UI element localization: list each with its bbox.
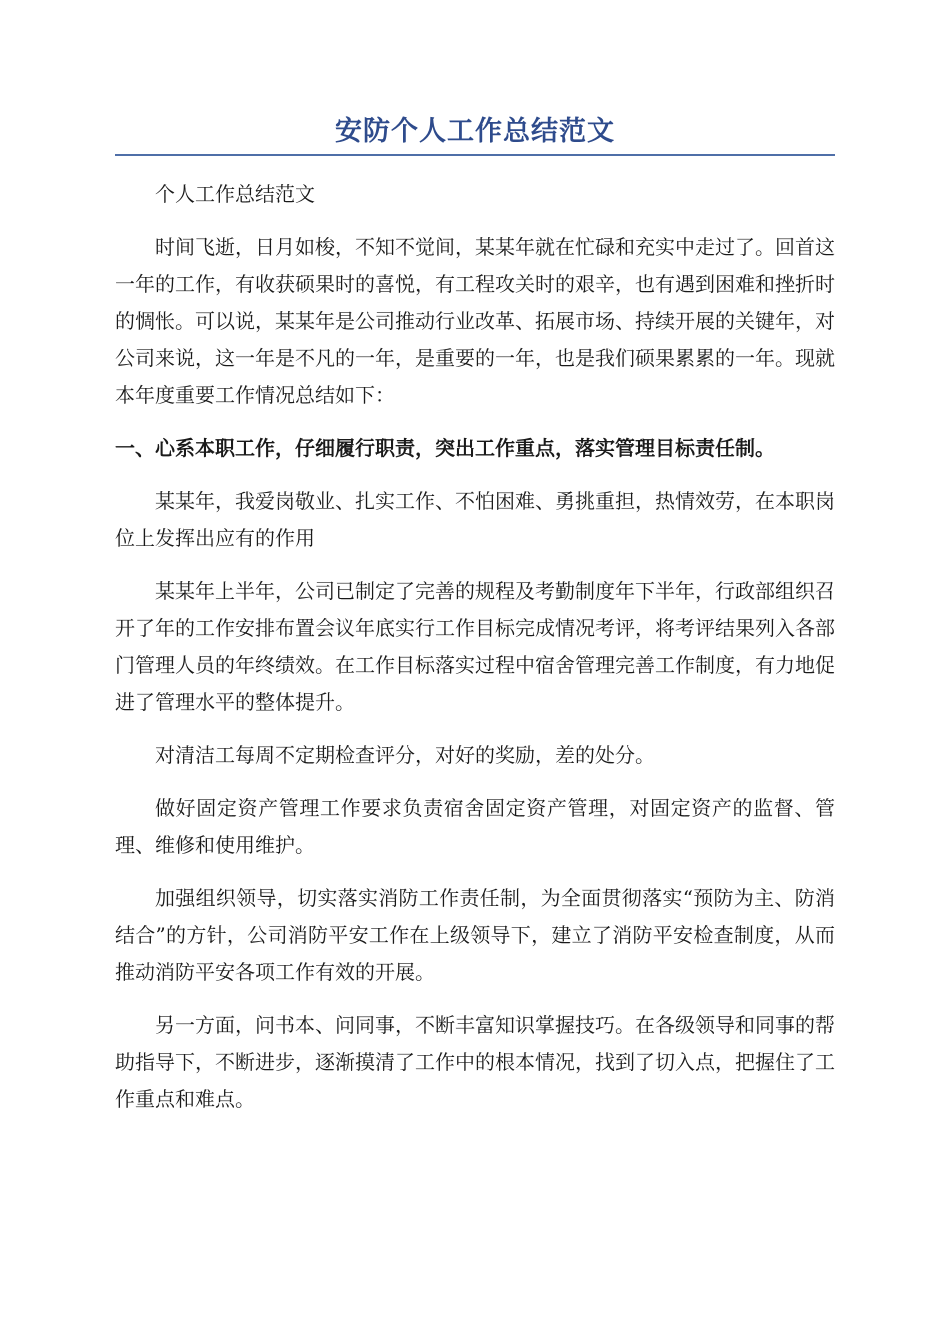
paragraph-intro: 时间飞逝，日月如梭，不知不觉间，某某年就在忙碌和充实中走过了。回首这一年的工作，有收获硕果时的喜悦，有工程攻关时的艰辛，也有遇到困难和挫折时的惆怅。可以说，某某年是公司推动行业改革、拓展市场、持续开展的关键年，对公司来说，这一年是不凡的一年，是重要的一年，也是我们硕果累累的一年。现就本年度重要工作情况总结如下： [115, 235, 835, 407]
document-title: 安防个人工作总结范文 [335, 116, 615, 147]
paragraph: 做好固定资产管理工作要求负责宿舍固定资产管理，对固定资产的监督、管理、维修和使用维护。 [115, 796, 835, 857]
paragraph: 对清洁工每周不定期检查评分，对好的奖励，差的处分。 [155, 743, 655, 767]
section-heading: 一、心系本职工作，仔细履行职责，突出工作重点，落实管理目标责任制。 [115, 436, 775, 460]
title-divider [115, 154, 835, 156]
paragraph: 另一方面，问书本、问同事，不断丰富知识掌握技巧。在各级领导和同事的帮助指导下，不断进步，逐渐摸清了工作中的根本情况，找到了切入点，把握住了工作重点和难点。 [115, 1013, 835, 1111]
paragraph: 加强组织领导，切实落实消防工作责任制，为全面贯彻落实“预防为主、防消结合”的方针，公司消防平安工作在上级领导下，建立了消防平安检查制度，从而推动消防平安各项工作有效的开展。 [115, 886, 835, 984]
paragraph: 某某年上半年，公司已制定了完善的规程及考勤制度年下半年，行政部组织召开了年的工作安排布置会议年底实行工作目标完成情况考评，将考评结果列入各部门管理人员的年终绩效。在工作目标落实过程中宿舍管理完善工作制度，有力地促进了管理水平的整体提升。 [115, 579, 835, 714]
paragraph-subtitle: 个人工作总结范文 [155, 182, 315, 206]
document-page [115, 110, 835, 1134]
paragraph: 某某年，我爱岗敬业、扎实工作、不怕困难、勇挑重担，热情效劳，在本职岗位上发挥出应有的作用 [115, 489, 835, 550]
